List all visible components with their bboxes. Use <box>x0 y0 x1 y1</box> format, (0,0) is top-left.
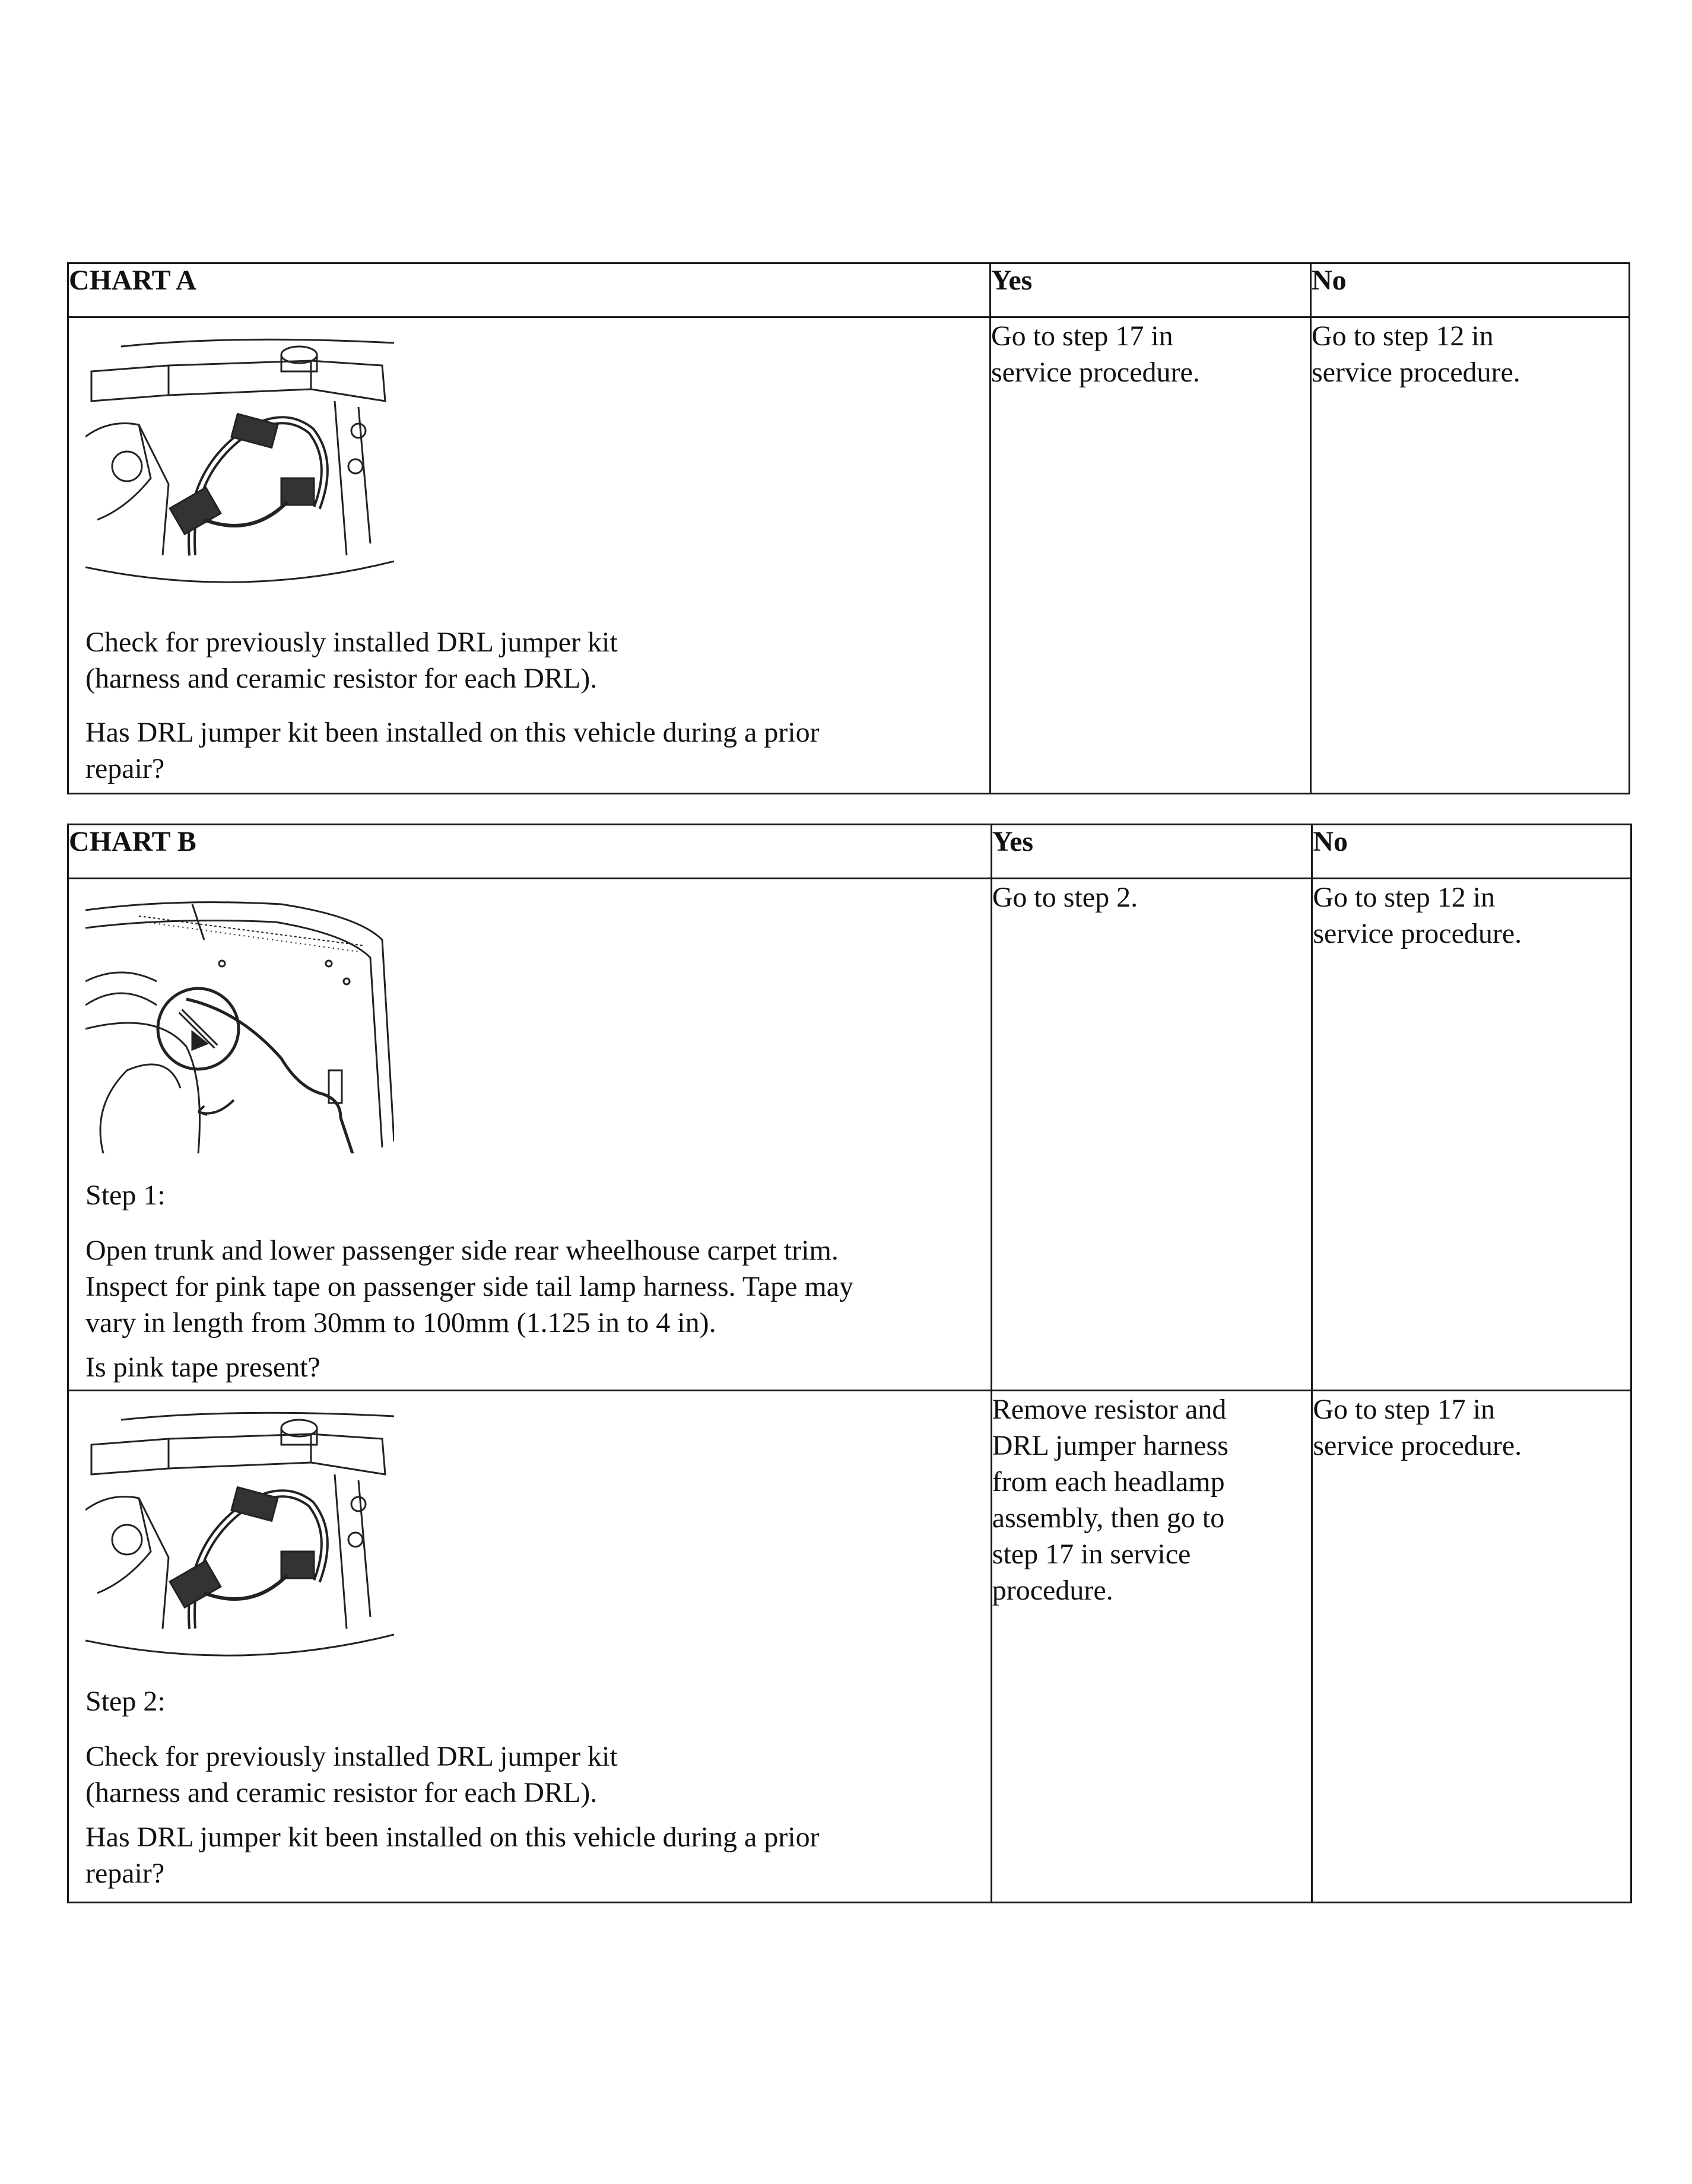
chart-b-step2-row <box>68 1391 1631 1903</box>
chart-a-question-line2: repair? <box>85 753 165 784</box>
chart-b-step1-yes: Go to step 2. <box>992 882 1138 913</box>
chart-b-step1-cell <box>68 879 992 1391</box>
chart-a-no-cell <box>1311 317 1630 794</box>
chart-a-question-cell <box>68 317 991 794</box>
chart-b-step2-description <box>69 1683 991 1891</box>
chart-b-title: CHART B <box>68 825 992 879</box>
chart-b-step2-yes-line3: from each headlamp <box>992 1466 1225 1498</box>
chart-a-no-line2: service procedure. <box>1312 357 1520 388</box>
chart-b-no-header: No <box>1312 825 1631 879</box>
chart-b-step2-no-line1: Go to step 17 in <box>1313 1394 1496 1425</box>
chart-b-step2-yes-line2: DRL jumper harness <box>992 1430 1228 1461</box>
chart-a-yes-line2: service procedure. <box>991 357 1200 388</box>
chart-a-title: CHART A <box>68 263 991 317</box>
chart-b-header-row <box>68 825 1631 879</box>
chart-b-step2-yes-cell <box>991 1391 1312 1903</box>
chart-b-step1-no-cell <box>1312 879 1631 1391</box>
chart-b-step1-no-line2: service procedure. <box>1313 918 1522 949</box>
chart-b-step2-question-line1: Has DRL jumper kit been installed on this vehicle during a prior <box>85 1821 820 1853</box>
chart-a-yes-header: Yes <box>991 263 1311 317</box>
chart-b-step2-yes-line6: procedure. <box>992 1575 1113 1606</box>
chart-a-yes-cell <box>991 317 1311 794</box>
chart-b-step2-check-line1: Check for previously installed DRL jumper kit <box>85 1741 618 1772</box>
chart-a-no-line1: Go to step 12 in <box>1312 320 1494 352</box>
chart-b-step1-instr-line2: Inspect for pink tape on passenger side tail lamp harness. Tape may <box>85 1271 854 1302</box>
chart-b-step1-label: Step 1: <box>85 1180 166 1211</box>
chart-b-table <box>67 824 1632 1903</box>
chart-a-table <box>67 262 1630 794</box>
chart-b-step1-description <box>69 1177 991 1385</box>
chart-b-step1-instr-line3: vary in length from 30mm to 100mm (1.125 in to 4 in). <box>85 1307 716 1339</box>
chart-b-step2-cell <box>68 1391 992 1903</box>
chart-b-step2-question-line2: repair? <box>85 1858 165 1889</box>
chart-b-step2-check-line2: (harness and ceramic resistor for each DRL). <box>85 1777 598 1808</box>
chart-b-step1-yes-cell <box>991 879 1312 1391</box>
chart-b-step1-question: Is pink tape present? <box>85 1352 320 1383</box>
chart-a-yes-line1: Go to step 17 in <box>991 320 1173 352</box>
chart-b-step2-yes-line5: step 17 in service <box>992 1538 1191 1570</box>
chart-a-question-line1: Has DRL jumper kit been installed on this vehicle during a prior <box>85 717 820 748</box>
chart-a-description <box>69 624 989 787</box>
chart-b-step2-no-cell <box>1312 1391 1631 1903</box>
headlamp-harness-illustration <box>85 330 394 597</box>
chart-b-step1-row <box>68 879 1631 1391</box>
chart-b-step2-yes-line1: Remove resistor and <box>992 1394 1227 1425</box>
chart-a-check-line1: Check for previously installed DRL jumper kit <box>85 627 618 658</box>
chart-a-row <box>68 317 1630 794</box>
chart-a-header-row <box>68 263 1630 317</box>
chart-b-yes-header: Yes <box>991 825 1312 879</box>
chart-b-step1-no-line1: Go to step 12 in <box>1313 882 1496 913</box>
tail-lamp-harness-illustration <box>85 892 394 1153</box>
chart-b-step2-no-line2: service procedure. <box>1313 1430 1522 1461</box>
chart-a-check-line2: (harness and ceramic resistor for each DRL). <box>85 663 598 694</box>
chart-b-step1-instr-line1: Open trunk and lower passenger side rear wheelhouse carpet trim. <box>85 1235 839 1266</box>
chart-a-no-header: No <box>1311 263 1630 317</box>
chart-b-step2-label: Step 2: <box>85 1686 166 1717</box>
chart-b-step2-yes-line4: assembly, then go to <box>992 1502 1225 1534</box>
headlamp-harness-illustration-step2 <box>85 1403 394 1670</box>
